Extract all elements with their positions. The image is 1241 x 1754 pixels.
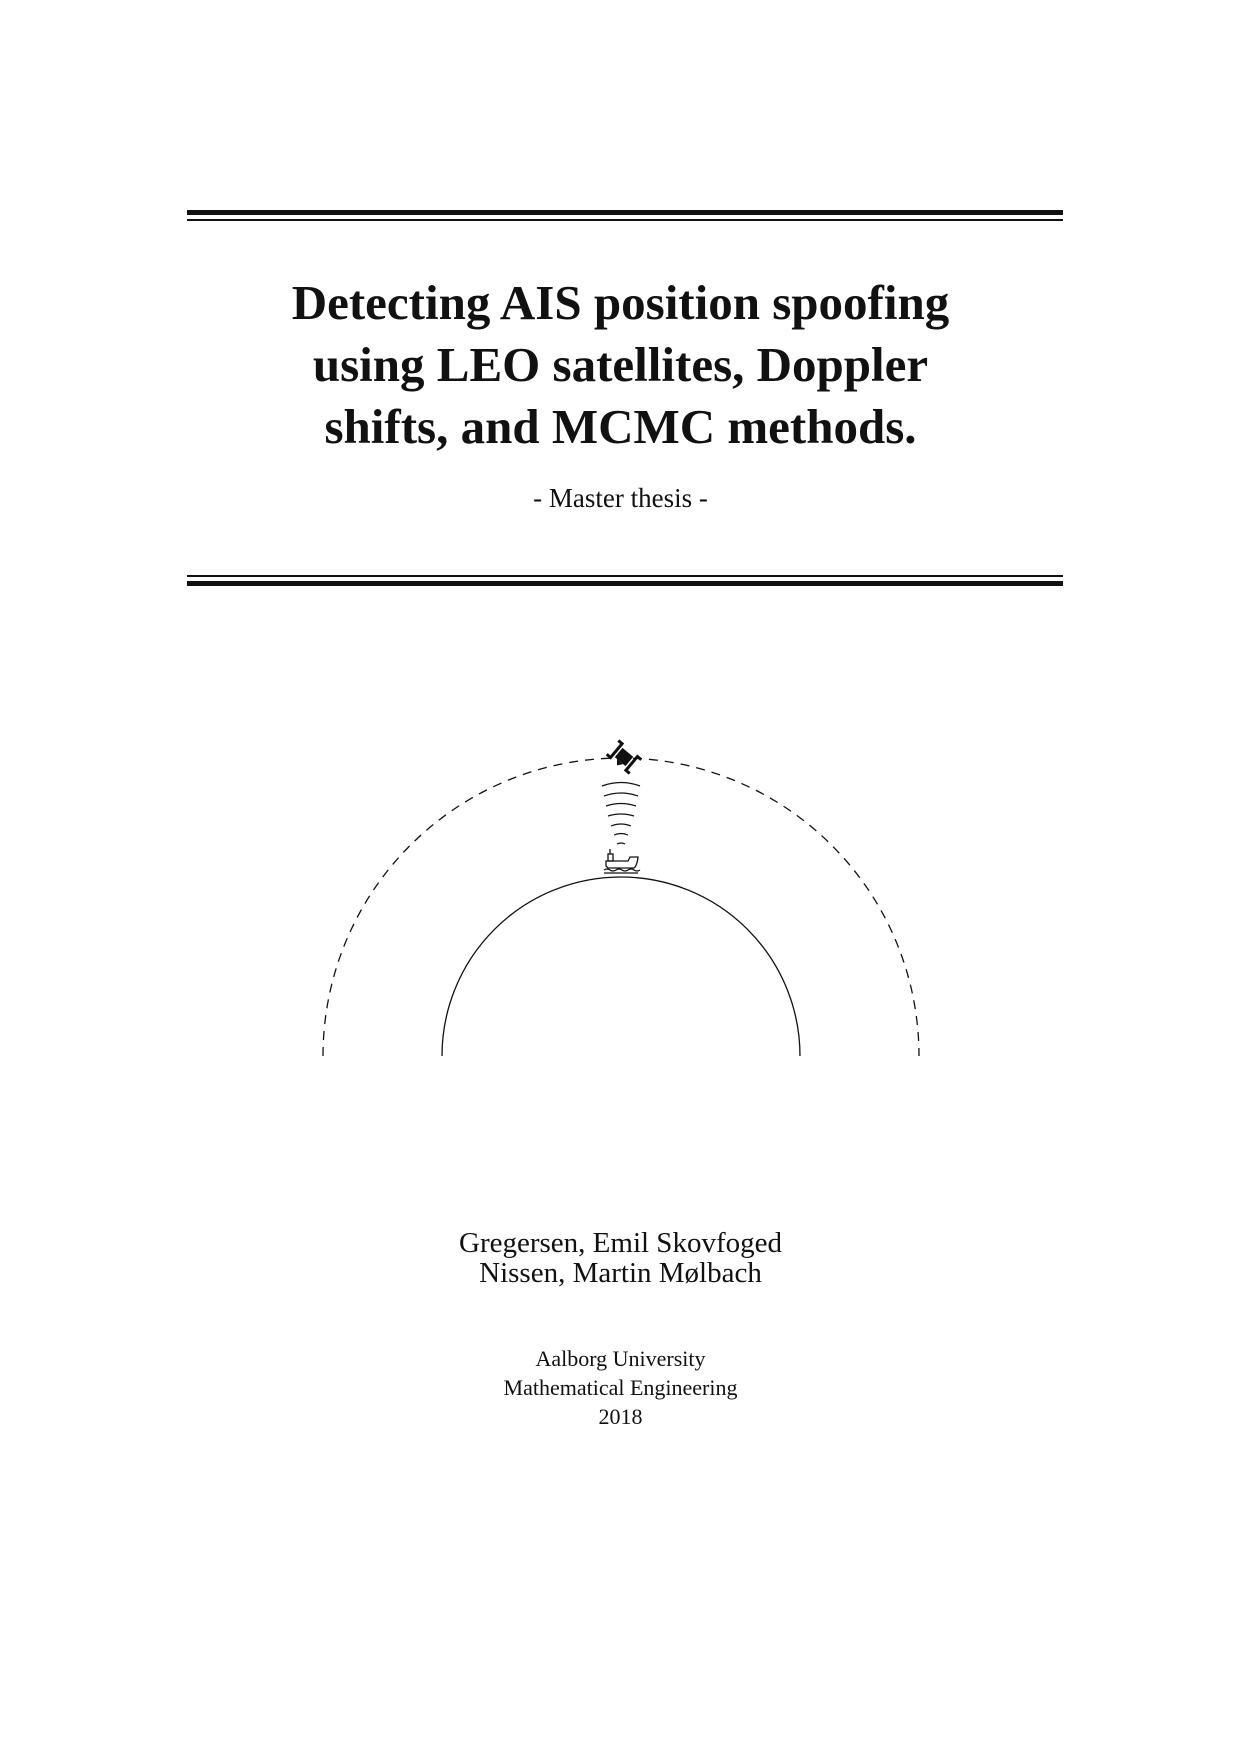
- title-line-3: shifts, and MCMC methods.: [324, 399, 917, 454]
- orbit-dashed-arc: [323, 758, 919, 1056]
- signal-waves-icon: [602, 783, 640, 845]
- title-line-1: Detecting AIS position spoofing: [291, 275, 950, 330]
- university: Aalborg University: [535, 1346, 706, 1371]
- programme: Mathematical Engineering: [503, 1375, 738, 1400]
- satellite-icon: [605, 740, 641, 775]
- earth-arc: [442, 877, 800, 1056]
- authors: [0, 1228, 1241, 1288]
- subtitle: - Master thesis -: [533, 483, 708, 513]
- author-1: Gregersen, Emil Skovfoged: [459, 1227, 782, 1259]
- title-line-2: using LEO satellites, Doppler: [312, 337, 929, 392]
- year: 2018: [598, 1404, 643, 1429]
- institution-block: [0, 1344, 1241, 1431]
- ship-icon: [604, 849, 640, 873]
- author-2: Nissen, Martin Mølbach: [479, 1257, 762, 1289]
